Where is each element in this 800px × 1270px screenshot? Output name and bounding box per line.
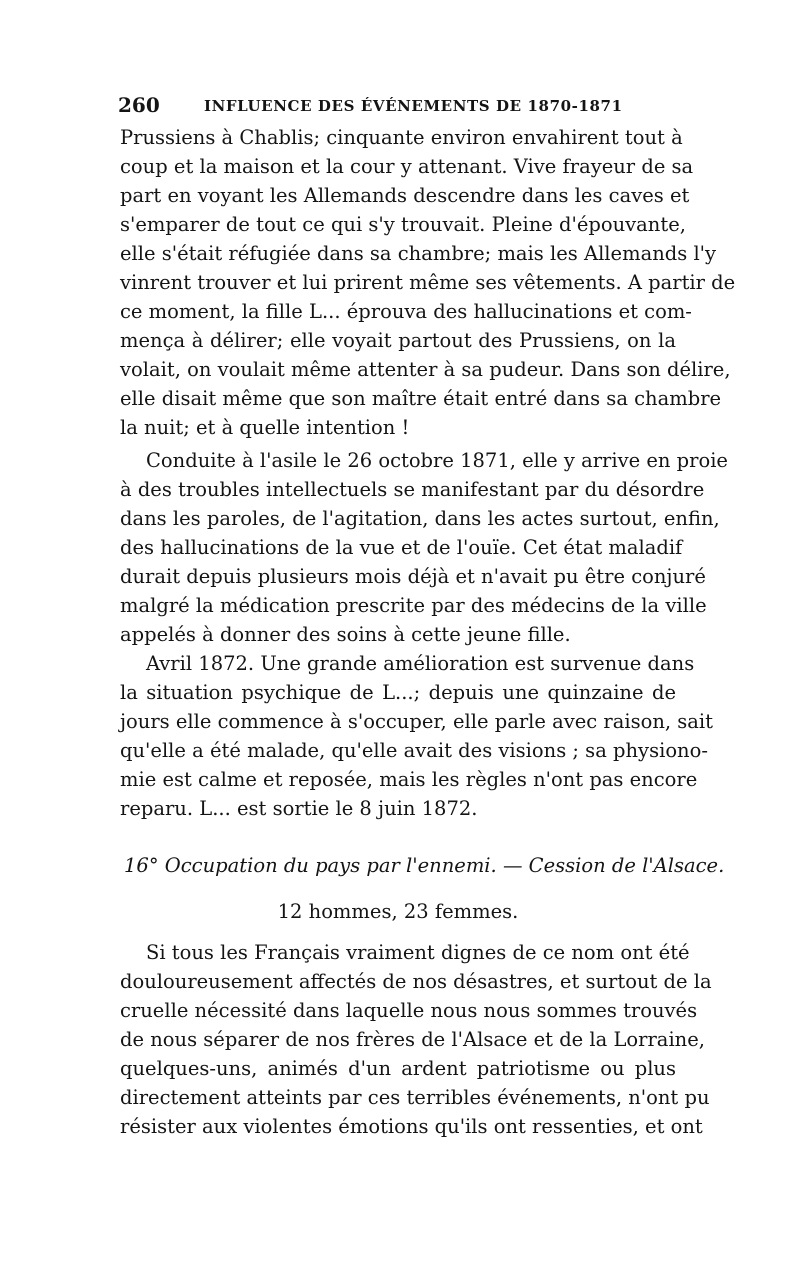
text-line: à des troubles intellectuels se manifestant par du désordre <box>120 478 705 501</box>
text-line: coup et la maison et la cour y attenant. Vive frayeur de sa <box>120 155 694 178</box>
page-number: 260 <box>118 93 160 117</box>
text-line: ce moment, la fille L... éprouva des hallucinations et com- <box>120 300 692 323</box>
running-title: INFLUENCE DES ÉVÉNEMENTS DE 1870-1871 <box>204 97 623 115</box>
paragraph-1 <box>120 123 736 442</box>
text-line: qu'elle a été malade, qu'elle avait des visions ; sa physiono- <box>120 739 708 762</box>
section-counts: 12 hommes, 23 femmes. <box>277 900 519 923</box>
text-line: elle s'était réfugiée dans sa chambre; mais les Allemands l'y <box>120 242 717 265</box>
text-line: de nous séparer de nos frères de l'Alsace et de la Lorraine, <box>120 1028 705 1051</box>
text-line: la nuit; et à quelle intention ! <box>120 416 410 439</box>
text-line: des hallucinations de la vue et de l'ouïe. Cet état maladif <box>120 536 683 559</box>
section-heading: 16° Occupation du pays par l'ennemi. — Cession de l'Alsace. <box>124 854 725 877</box>
paragraph-3 <box>120 649 714 823</box>
text-line: Si tous les Français vraiment dignes de ce nom ont été <box>146 941 690 964</box>
paragraph-2 <box>120 446 728 649</box>
text-line: cruelle nécessité dans laquelle nous nous sommes trouvés <box>120 999 698 1022</box>
text-line: malgré la médication prescrite par des médecins de la ville <box>120 594 707 617</box>
text-line: durait depuis plusieurs mois déjà et n'avait pu être conjuré <box>120 565 706 588</box>
text-line: douloureusement affectés de nos désastres, et surtout de la <box>120 970 712 993</box>
text-line: jours elle commence à s'occuper, elle parle avec raison, sait <box>120 710 714 733</box>
text-line: dans les paroles, de l'agitation, dans les actes surtout, enfin, <box>120 507 720 530</box>
text-line: résister aux violentes émotions qu'ils ont ressenties, et ont <box>120 1115 703 1138</box>
text-line: directement atteints par ces terribles événements, n'ont pu <box>120 1086 710 1109</box>
text-line: mie est calme et reposée, mais les règles n'ont pas encore <box>120 768 698 791</box>
running-header <box>118 90 678 120</box>
text-line: part en voyant les Allemands descendre dans les caves et <box>120 184 690 207</box>
text-line: vinrent trouver et lui prirent même ses vêtements. A partir de <box>120 271 736 294</box>
text-line: Conduite à l'asile le 26 octobre 1871, elle y arrive en proie <box>146 449 728 472</box>
text-line: mença à délirer; elle voyait partout des Prussiens, on la <box>120 329 676 352</box>
text-line: appelés à donner des soins à cette jeune fille. <box>120 623 571 646</box>
text-line: volait, on voulait même attenter à sa pudeur. Dans son délire, <box>120 358 731 381</box>
text-line: elle disait même que son maître était entré dans sa chambre <box>120 387 722 410</box>
text-line: Avril 1872. Une grande amélioration est survenue dans <box>146 652 695 675</box>
text-line: quelques-uns, animés d'un ardent patriotisme ou plus <box>120 1057 676 1080</box>
text-line: la situation psychique de L...; depuis une quinzaine de <box>120 681 676 704</box>
text-line: Prussiens à Chablis; cinquante environ envahirent tout à <box>120 126 683 149</box>
text-line: s'emparer de tout ce qui s'y trouvait. Pleine d'épouvante, <box>120 213 686 236</box>
text-line: reparu. L... est sortie le 8 juin 1872. <box>120 797 478 820</box>
paragraph-4 <box>120 938 712 1141</box>
